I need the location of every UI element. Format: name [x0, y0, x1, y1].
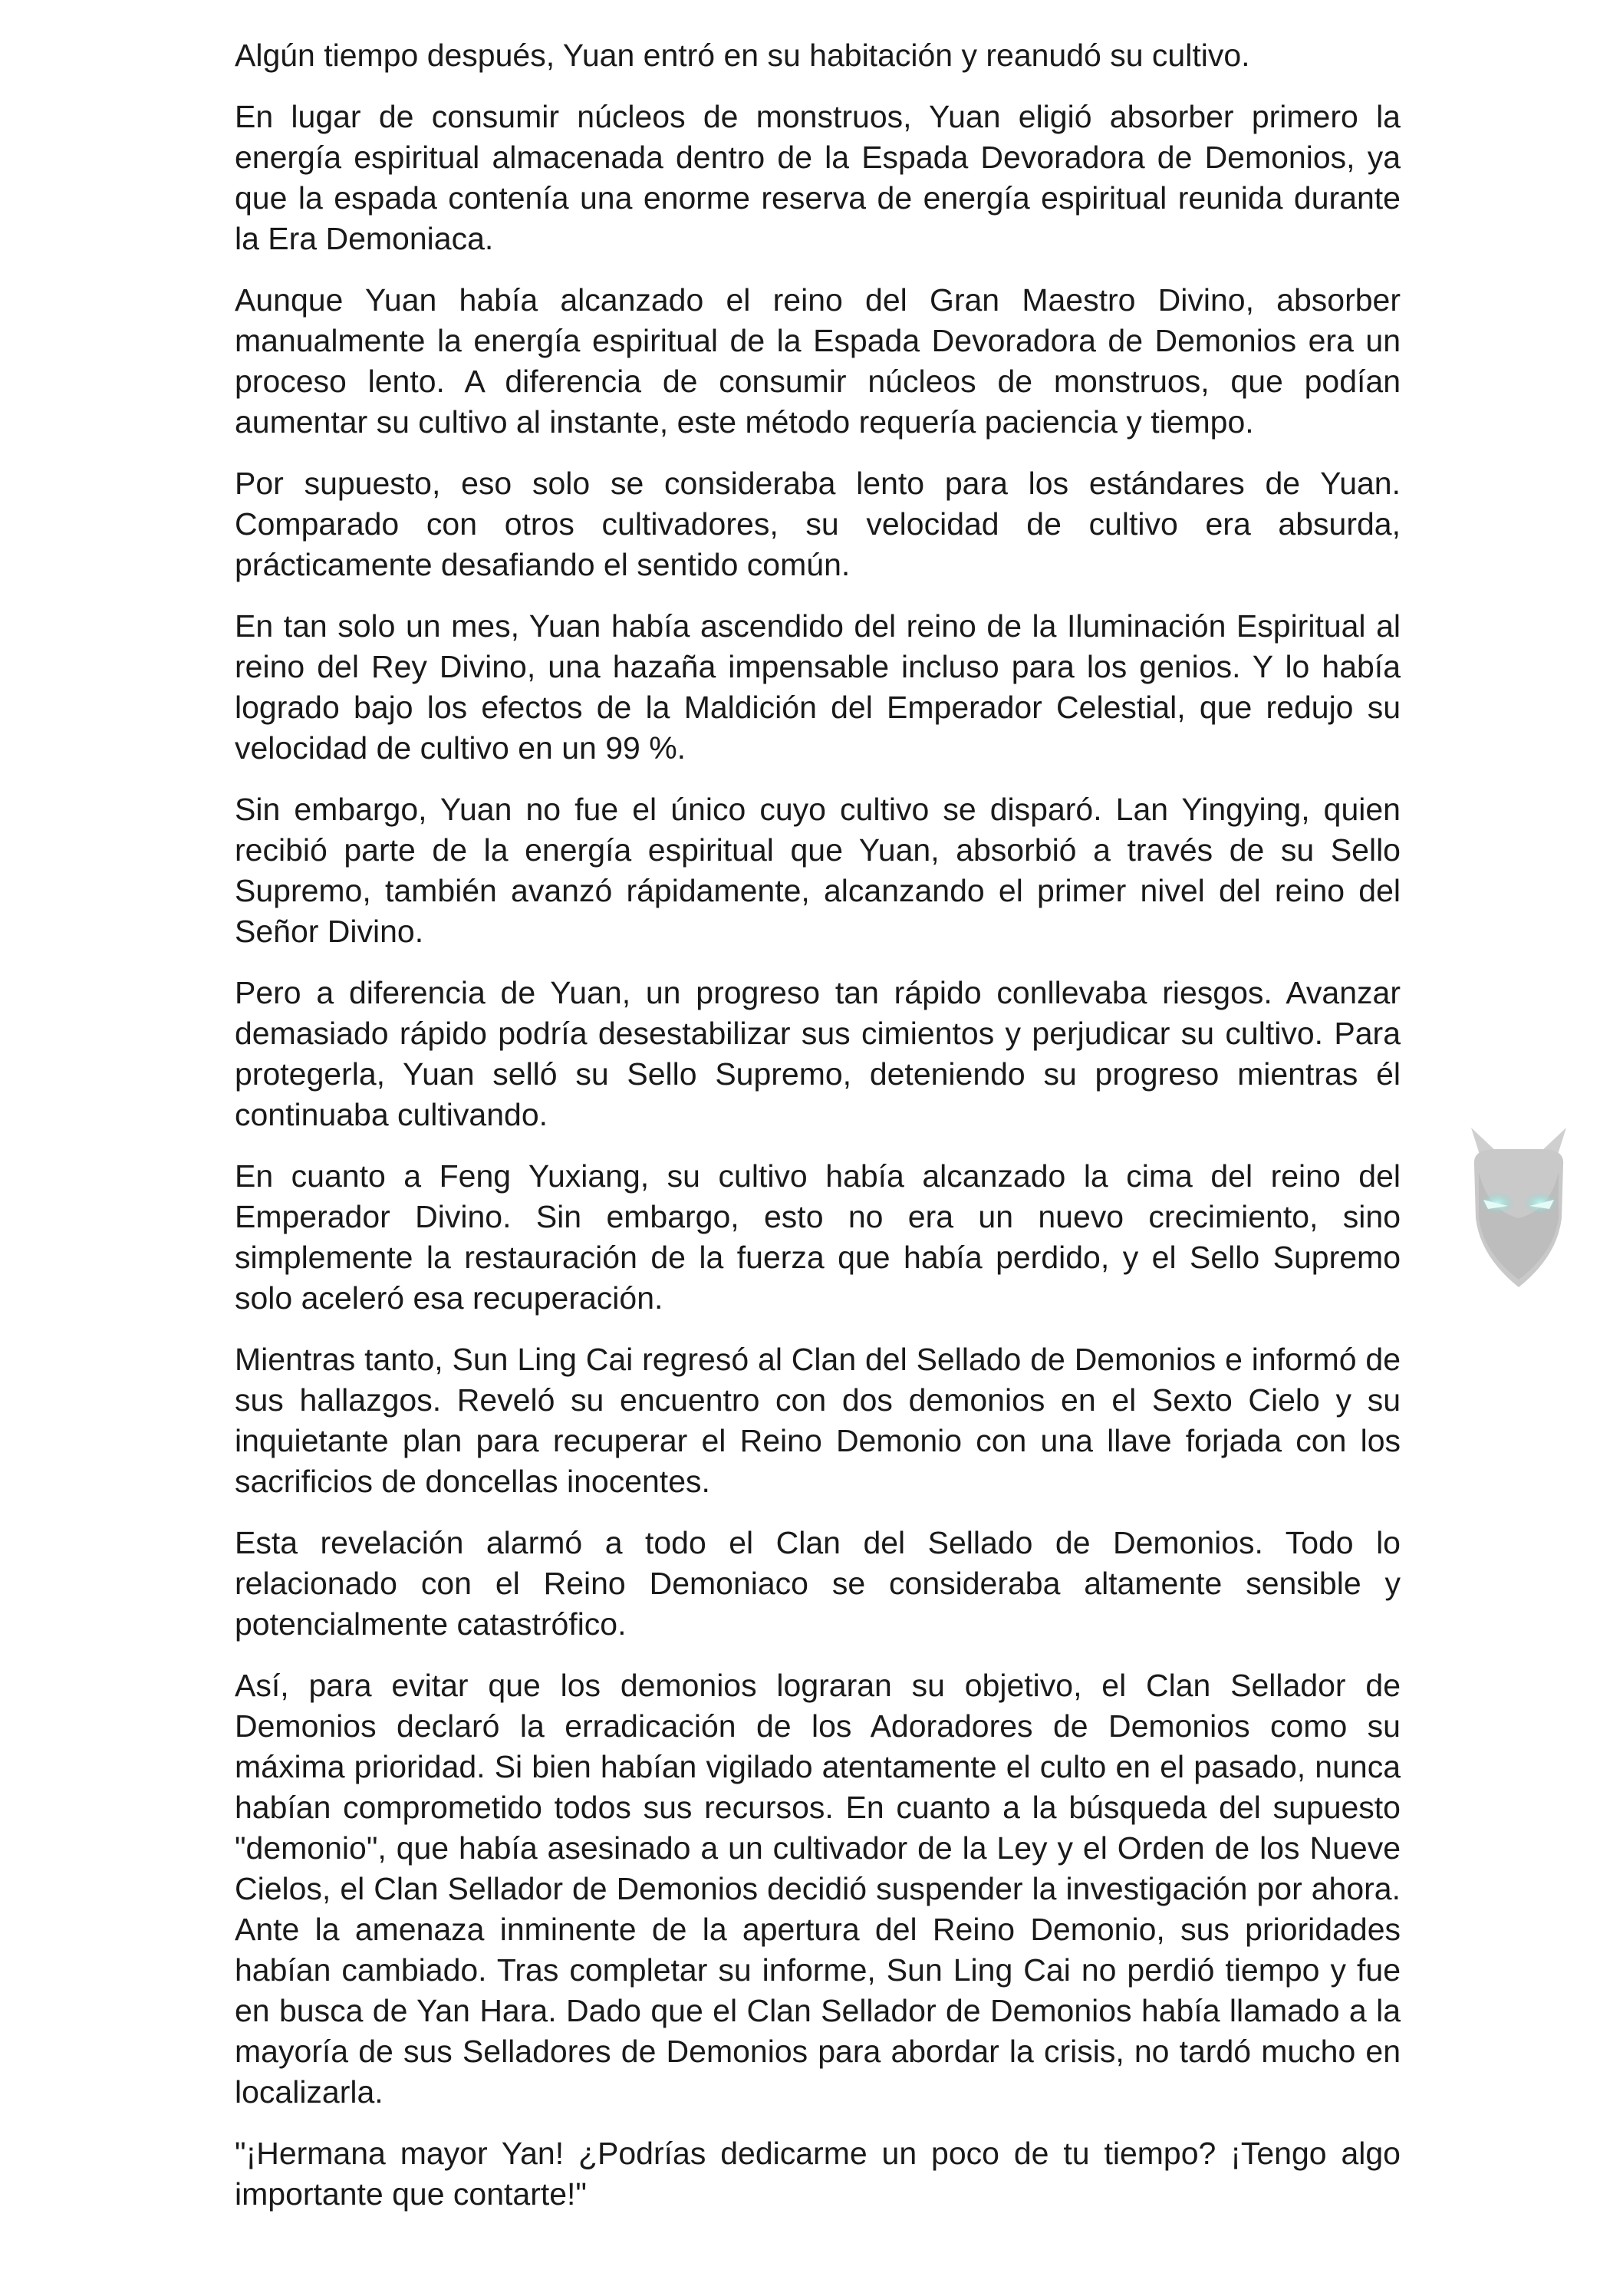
paragraph: Así, para evitar que los demonios lograran su objetivo, el Clan Sellador de Demonios declaró la erradicación de los Adoradores de Demonios como su máxima prioridad. Si bien habían vigilado atentamente el culto en el pasado, nunca habían comprometido todos sus recursos. En cuanto a la búsqueda del supuesto "demonio", que había asesinado a un cultivador de la Ley y el Orden de los Nueve Cielos, el Clan Sellador de Demonios decidió suspender la investigación por ahora. Ante la amenaza inminente de la apertura del Reino Demonio, sus prioridades habían cambiado. Tras completar su informe, Sun Ling Cai no perdió tiempo y fue en busca de Yan Hara. Dado que el Clan Sellador de Demonios había llamado a la mayoría de sus Selladores de Demonios para abordar la crisis, no tardó mucho en localizarla. [235, 1668, 1401, 2110]
paragraph: "¡Hermana mayor Yan! ¿Podrías dedicarme un poco de tu tiempo? ¡Tengo algo importante que contarte!" [235, 2136, 1401, 2212]
paragraph: Pero a diferencia de Yuan, un progreso tan rápido conllevaba riesgos. Avanzar demasiado rápido podría desestabilizar sus cimientos y perjudicar su cultivo. Para protegerla, Yuan selló su Sello Supremo, deteniendo su progreso mientras él continuaba cultivando. [235, 975, 1401, 1132]
paragraph: En cuanto a Feng Yuxiang, su cultivo había alcanzado la cima del reino del Emperador Divino. Sin embargo, esto no era un nuevo crecimiento, sino simplemente la restauración de la fuerza que había perdido, y el Sello Supremo solo aceleró esa recuperación. [235, 1158, 1401, 1316]
paragraph: Esta revelación alarmó a todo el Clan del Sellado de Demonios. Todo lo relacionado con el Reino Demoniaco se consideraba altamente sensible y potencialmente catastrófico. [235, 1525, 1401, 1642]
paragraph: Algún tiempo después, Yuan entró en su habitación y reanudó su cultivo. [235, 38, 1250, 73]
paragraph: Por supuesto, eso solo se consideraba lento para los estándares de Yuan. Comparado con otros cultivadores, su velocidad de cultivo era absurda, prácticamente desafiando el sentido común. [235, 466, 1401, 582]
demon-mask-icon [1457, 1126, 1580, 1295]
paragraph: Aunque Yuan había alcanzado el reino del Gran Maestro Divino, absorber manualmente la energía espiritual de la Espada Devoradora de Demonios era un proceso lento. A diferencia de consumir núcleos de monstruos, que podían aumentar su cultivo al instante, este método requería paciencia y tiempo. [235, 282, 1401, 440]
paragraph: Sin embargo, Yuan no fue el único cuyo cultivo se disparó. Lan Yingying, quien recibió parte de la energía espiritual que Yuan, absorbió a través de su Sello Supremo, también avanzó rápidamente, alcanzando el primer nivel del reino del Señor Divino. [235, 792, 1401, 949]
paragraph: Mientras tanto, Sun Ling Cai regresó al Clan del Sellado de Demonios e informó de sus hallazgos. Reveló su encuentro con dos demonios en el Sexto Cielo y su inquietante plan para recuperar el Reino Demonio con una llave forjada con los sacrificios de doncellas inocentes. [235, 1342, 1401, 1499]
paragraph: En tan solo un mes, Yuan había ascendido del reino de la Iluminación Espiritual al reino del Rey Divino, una hazaña impensable incluso para los genios. Y lo había logrado bajo los efectos de la Maldición del Emperador Celestial, que redujo su velocidad de cultivo en un 99 %. [235, 608, 1401, 766]
paragraph: En lugar de consumir núcleos de monstruos, Yuan eligió absorber primero la energía espiritual almacenada dentro de la Espada Devoradora de Demonios, ya que la espada contenía una enorme reserva de energía espiritual reunida durante la Era Demoniaca. [235, 99, 1401, 256]
document-body [235, 35, 1401, 2235]
